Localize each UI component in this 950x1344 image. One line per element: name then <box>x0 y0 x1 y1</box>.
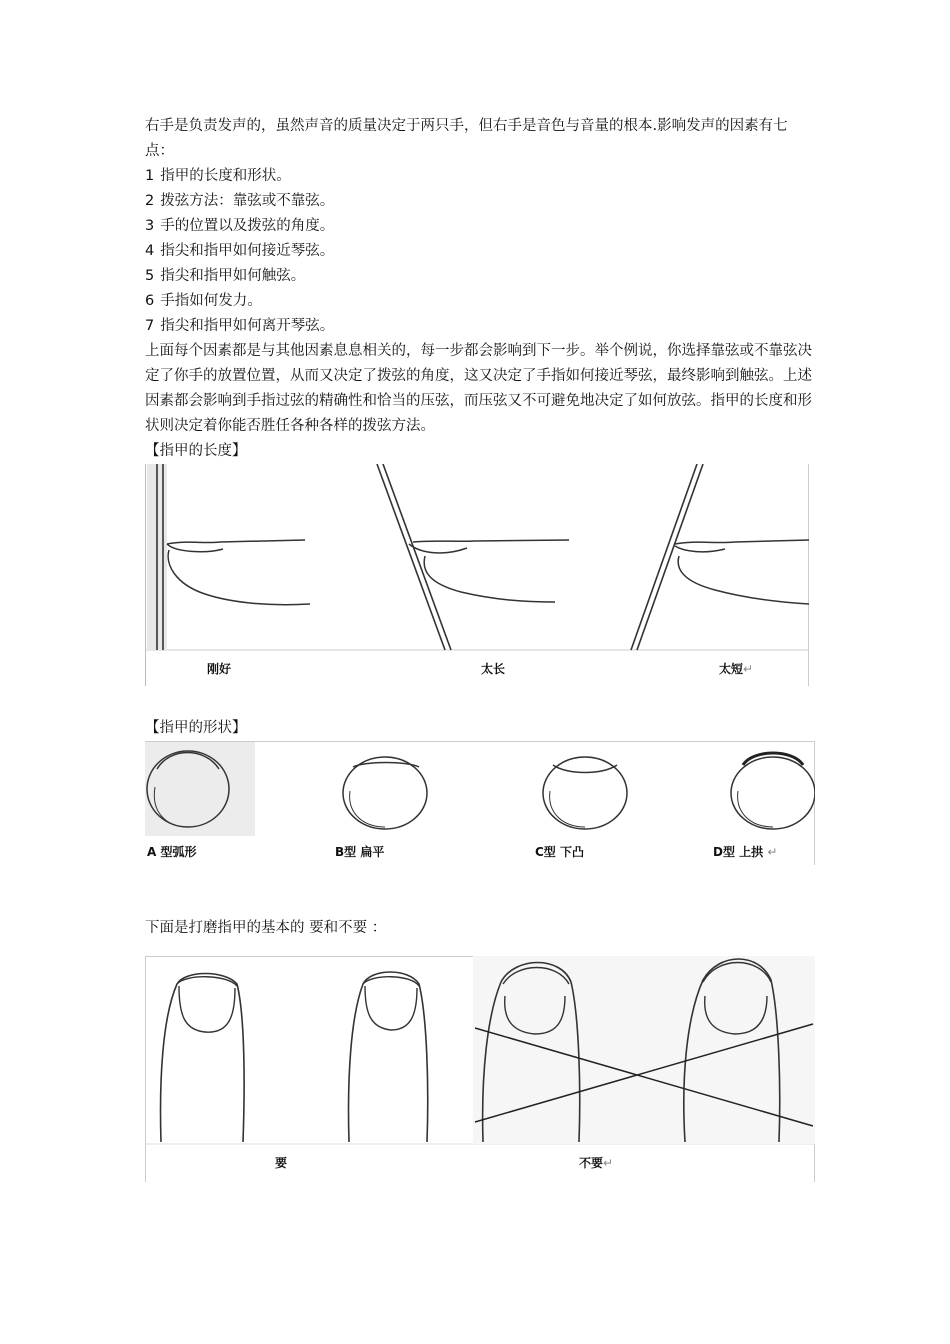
item-text: 指甲的长度和形状。 <box>160 168 291 184</box>
length-label-too-short: 太短↵ <box>719 662 754 676</box>
paragraph-mark: ↵ <box>743 662 754 676</box>
item-text: 手的位置以及拨弦的角度。 <box>160 218 335 234</box>
document-page <box>145 114 815 1182</box>
factor-list <box>145 164 815 339</box>
shape-label-a: A 型弧形 <box>147 845 197 859</box>
list-item <box>145 189 815 214</box>
list-item <box>145 239 815 264</box>
nail-filing-illustration <box>145 956 815 1182</box>
shape-label-d: D型 上拱 ↵ <box>713 845 778 859</box>
item-number: 4 <box>145 243 155 259</box>
item-number: 5 <box>145 268 155 284</box>
shape-label-c: C型 下凸 <box>535 845 584 859</box>
list-item <box>145 289 815 314</box>
nail-length-illustration <box>145 464 809 686</box>
shape-label-b: B型 扁平 <box>335 845 385 859</box>
shape-heading: 【指甲的形状】 <box>145 720 247 736</box>
length-label-too-long: 太长 <box>481 662 506 676</box>
length-label-just-right: 刚好 <box>207 662 232 676</box>
item-number: 3 <box>145 218 155 234</box>
item-text: 指尖和指甲如何触弦。 <box>160 268 306 284</box>
length-heading: 【指甲的长度】 <box>145 443 247 459</box>
list-item <box>145 214 815 239</box>
filing-label-do: 要 <box>275 1156 288 1170</box>
list-item <box>145 264 815 289</box>
nail-filing-figure <box>145 956 815 1182</box>
item-number: 1 <box>145 168 155 184</box>
item-number: 2 <box>145 193 155 209</box>
filing-heading: 下面是打磨指甲的基本的 要和不要 ： <box>145 920 387 936</box>
list-item <box>145 314 815 339</box>
intro-paragraph: 右手是负责发声的，虽然声音的质量决定于两只手，但右手是音色与音量的根本.影响发声的因素有七点： <box>145 118 788 159</box>
paragraph-mark: ↵ <box>767 845 778 859</box>
nail-length-figure <box>145 464 809 686</box>
filing-label-dont: 不要↵ <box>579 1156 614 1170</box>
item-text: 手指如何发力。 <box>160 293 262 309</box>
item-text: 拨弦方法：靠弦或不靠弦。 <box>160 193 335 209</box>
item-number: 6 <box>145 293 155 309</box>
item-text: 指尖和指甲如何接近琴弦。 <box>160 243 335 259</box>
item-number: 7 <box>145 318 155 334</box>
item-text: 指尖和指甲如何离开琴弦。 <box>160 318 335 334</box>
paragraph-mark: ↵ <box>603 1156 614 1170</box>
list-item <box>145 164 815 189</box>
explanation-paragraph: 上面每个因素都是与其他因素息息相关的，每一步都会影响到下一步。举个例说，你选择靠弦或不靠弦决定了你手的放置位置，从而又决定了拨弦的角度，这又决定了手指如何接近琴弦，最终影响到触弦。上述因素都会影响到手指过弦的精确性和恰当的压弦，而压弦又不可避免地决定了如何放弦。指甲的长度和形状则决定着你能否胜任各种各样的拨弦方法。 <box>145 343 812 434</box>
nail-shape-figure <box>145 741 815 865</box>
